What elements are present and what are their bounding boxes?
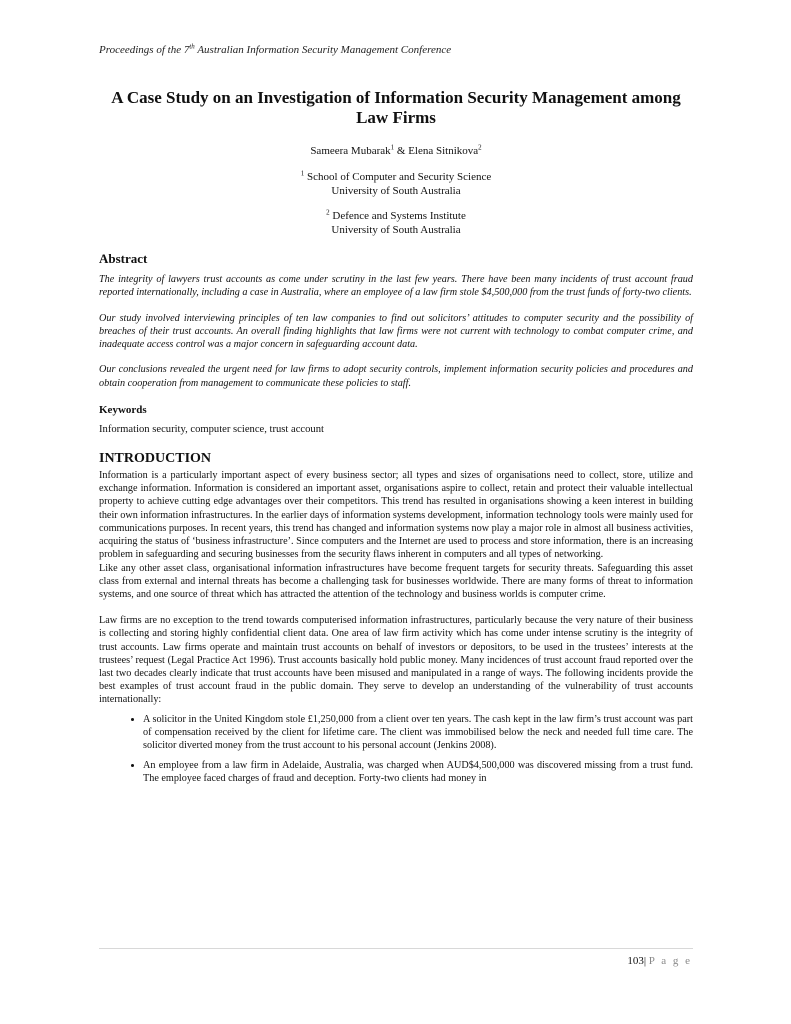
page-label: P a g e	[648, 955, 692, 967]
affiliation-2: $^2$ Defence and Systems Institute University of South Australia	[326, 208, 466, 236]
keywords-text: Information security, computer science, trust account	[99, 424, 324, 436]
paper-title: A Case Study on an Investigation of Information Security Management among Law Firms	[111, 88, 681, 127]
keywords-heading: Keywords	[99, 404, 147, 417]
body-paragraph: Like any other asset class, organisational information infrastructures have become frequent targets for security threats. Safeguarding this asset class from external and internal threats has become a challenging task for businesses worldwide. There are many forms of threat to information systems, and one source of threat which has attracted the attention of the technology and business worlds is computer crime.	[99, 562, 693, 600]
abstract-paragraph: Our study involved interviewing principles of ten law companies to find out solicitors’ attitudes to computer security and the possibility of breaches of their trust accounts. An overall finding highlights that law firms were not current with technology to combat computer crime, and inadequate access control was a major concern in safeguarding account data.	[99, 312, 693, 351]
footer-divider	[99, 948, 693, 949]
authors: Sameera Mubarak$^1$ & Elena Sitnikova$^2$	[310, 143, 482, 157]
page-content	[99, 88, 693, 793]
introduction-heading: INTRODUCTION	[99, 451, 212, 467]
list-item: • An employee from a law firm in Adelaide, Australia, was charged when AUD$4,500,000 was discovered missing from a trust fund. The employee faced charges of fraud and deception. Forty-two clients had money in	[143, 759, 693, 785]
body-paragraph: Information is a particularly important aspect of every business sector; all types and sizes of organisations need to collect, store, utilize and exchange information. Information is considered an important asset, organisations aspire to collect, retain and protect their valuable intellectual property to achieve cutting edge advantages over their competitors. This trend has resulted in organisations showing a keen interest in building their own information infrastructures. In the earlier days of information systems development, information technology tools were mainly used for communications purposes. In recent years, this trend has changed and information systems now play a major role in almost all business activities, acquiring the status of ‘business infrastructure’. Since computers and the Internet are used to process and store information, there is an increasing problem in safeguarding and securing businesses from the security flaws inherent in computers and all types of networking.	[99, 470, 693, 561]
body-paragraph: Law firms are no exception to the trend towards computerised information infrastructures, particularly because the very nature of their business is collecting and storing highly confidential client data. One area of law firm activity which has come under intense scrutiny is the integrity of trust accounts. Law firms operate and maintain trust accounts on behalf of investors or depositors, to be used in the trustees’ interests at the trustees’ request (Legal Practice Act 1996). Trust accounts basically hold public money. Many incidences of trust account fraud reported over the last two decades clearly indicate that trust accounts have been misused and manipulated in a range of ways. The following incidents provide the best examples of trust account fraud in the public domain. They serve to develop an understanding of the vulnerability of trust accounts internationally:	[99, 615, 693, 706]
list-item: • A solicitor in the United Kingdom stole £1,250,000 from a client over ten years. The cash kept in the law firm’s trust account was part of compensation received by the client for lifetime care. The client was immobilised below the neck and needed full time care. The solicitor diverted money from the trust account to his personal account (Jenkins 2008).	[143, 713, 693, 753]
page-number: 103	[627, 955, 644, 967]
affiliation-1: $^1$ School of Computer and Security Science University of South Australia	[300, 169, 492, 197]
incident-list	[99, 713, 693, 786]
abstract-paragraph: Our conclusions revealed the urgent need for law firms to adopt security controls, implement information security policies and procedures and obtain cooperation from management to communicate these policies to staff.	[99, 364, 693, 389]
author-1: Sameera Mubarak	[310, 145, 391, 157]
running-head: Proceedings of the 7th Australian Information Security Management Conference	[99, 42, 452, 56]
author-2: Elena Sitnikova	[408, 145, 479, 157]
page-footer: 103| P a g e	[627, 955, 692, 967]
abstract-heading: Abstract	[99, 251, 148, 266]
abstract-paragraph: The integrity of lawyers trust accounts as come under scrutiny in the last few years. There have been many incidents of trust account fraud reported internationally, including a case in Australia, where an employee of a law firm stole $4,500,000 from the trust funds of forty-two clients.	[99, 274, 693, 299]
